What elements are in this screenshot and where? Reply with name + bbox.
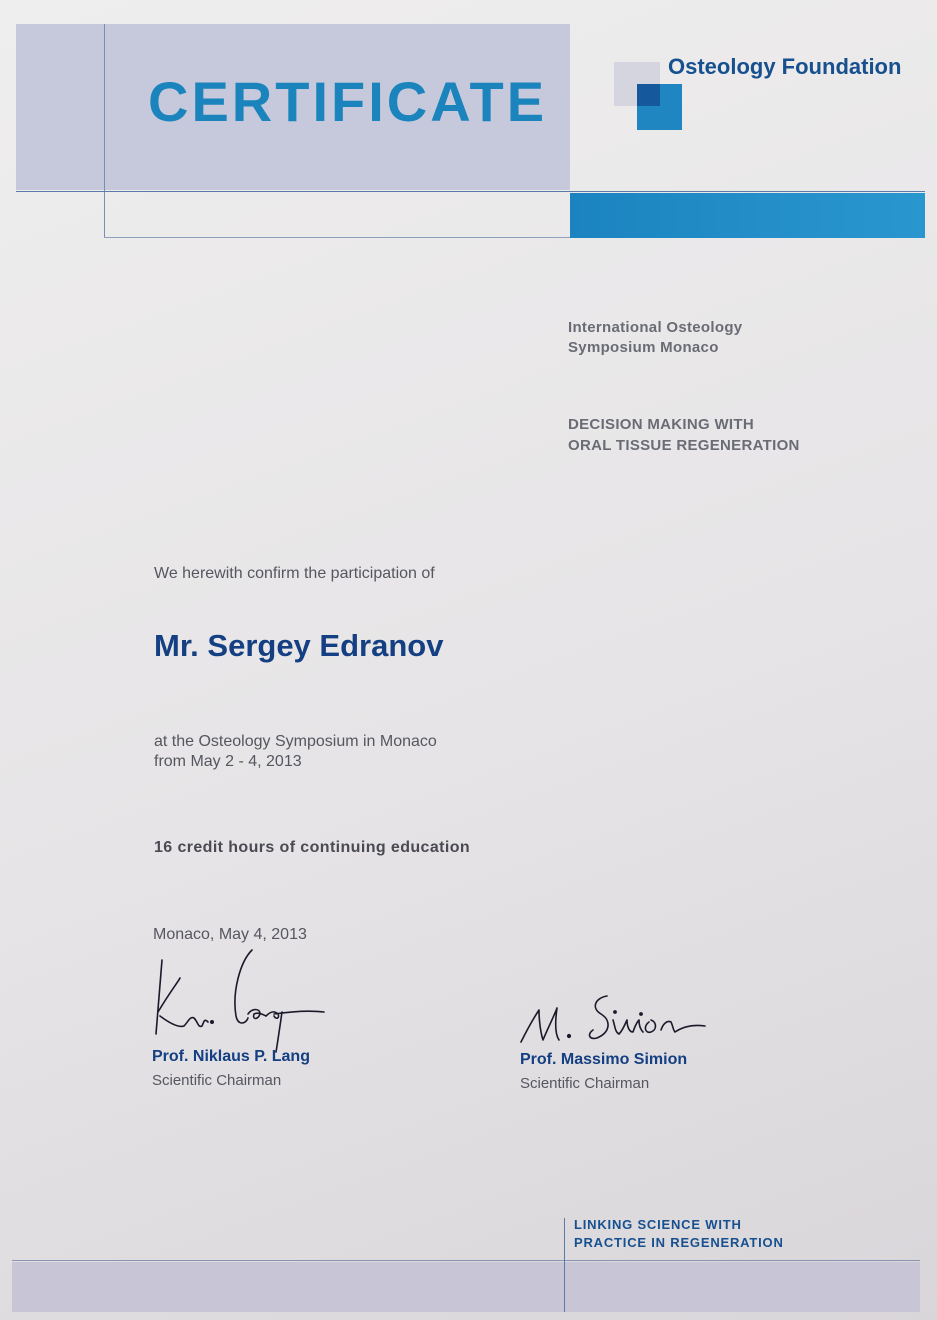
signature-simion [515, 990, 715, 1050]
topic-line-1: DECISION MAKING WITH [568, 416, 754, 433]
symposium-line-1: International Osteology [568, 319, 743, 336]
header-vertical-rule [104, 24, 105, 238]
slogan-line-2: PRACTICE IN REGENERATION [574, 1235, 784, 1250]
participant-name: Mr. Sergey Edranov [154, 628, 444, 663]
header-accent-bar [570, 193, 925, 238]
certificate-title: CERTIFICATE [148, 70, 548, 133]
footer-rule [12, 1260, 920, 1261]
signatory-name-2: Prof. Massimo Simion [520, 1051, 688, 1068]
place-and-date: Monaco, May 4, 2013 [153, 926, 307, 943]
event-line-1: at the Osteology Symposium in Monaco [154, 733, 437, 750]
logo-square-overlap [637, 84, 660, 106]
credit-hours: 16 credit hours of continuing education [154, 839, 471, 856]
signature-lang [148, 942, 328, 1057]
confirmation-text: We herewith confirm the participation of [154, 565, 435, 582]
slogan-line-1: LINKING SCIENCE WITH [574, 1217, 742, 1232]
organization-name: Osteology Foundation [668, 54, 902, 79]
event-line-2: from May 2 - 4, 2013 [154, 753, 302, 770]
symposium-line-2: Symposium Monaco [568, 339, 719, 356]
signatory-role-1: Scientific Chairman [152, 1072, 282, 1089]
header-horizontal-rule [16, 191, 925, 192]
topic-line-2: ORAL TISSUE REGENERATION [568, 437, 800, 454]
signatory-role-2: Scientific Chairman [520, 1075, 650, 1092]
header-bottom-rule [104, 237, 570, 238]
footer-band [12, 1262, 920, 1312]
footer-vertical-rule [564, 1218, 565, 1312]
signatory-name-1: Prof. Niklaus P. Lang [152, 1048, 310, 1065]
